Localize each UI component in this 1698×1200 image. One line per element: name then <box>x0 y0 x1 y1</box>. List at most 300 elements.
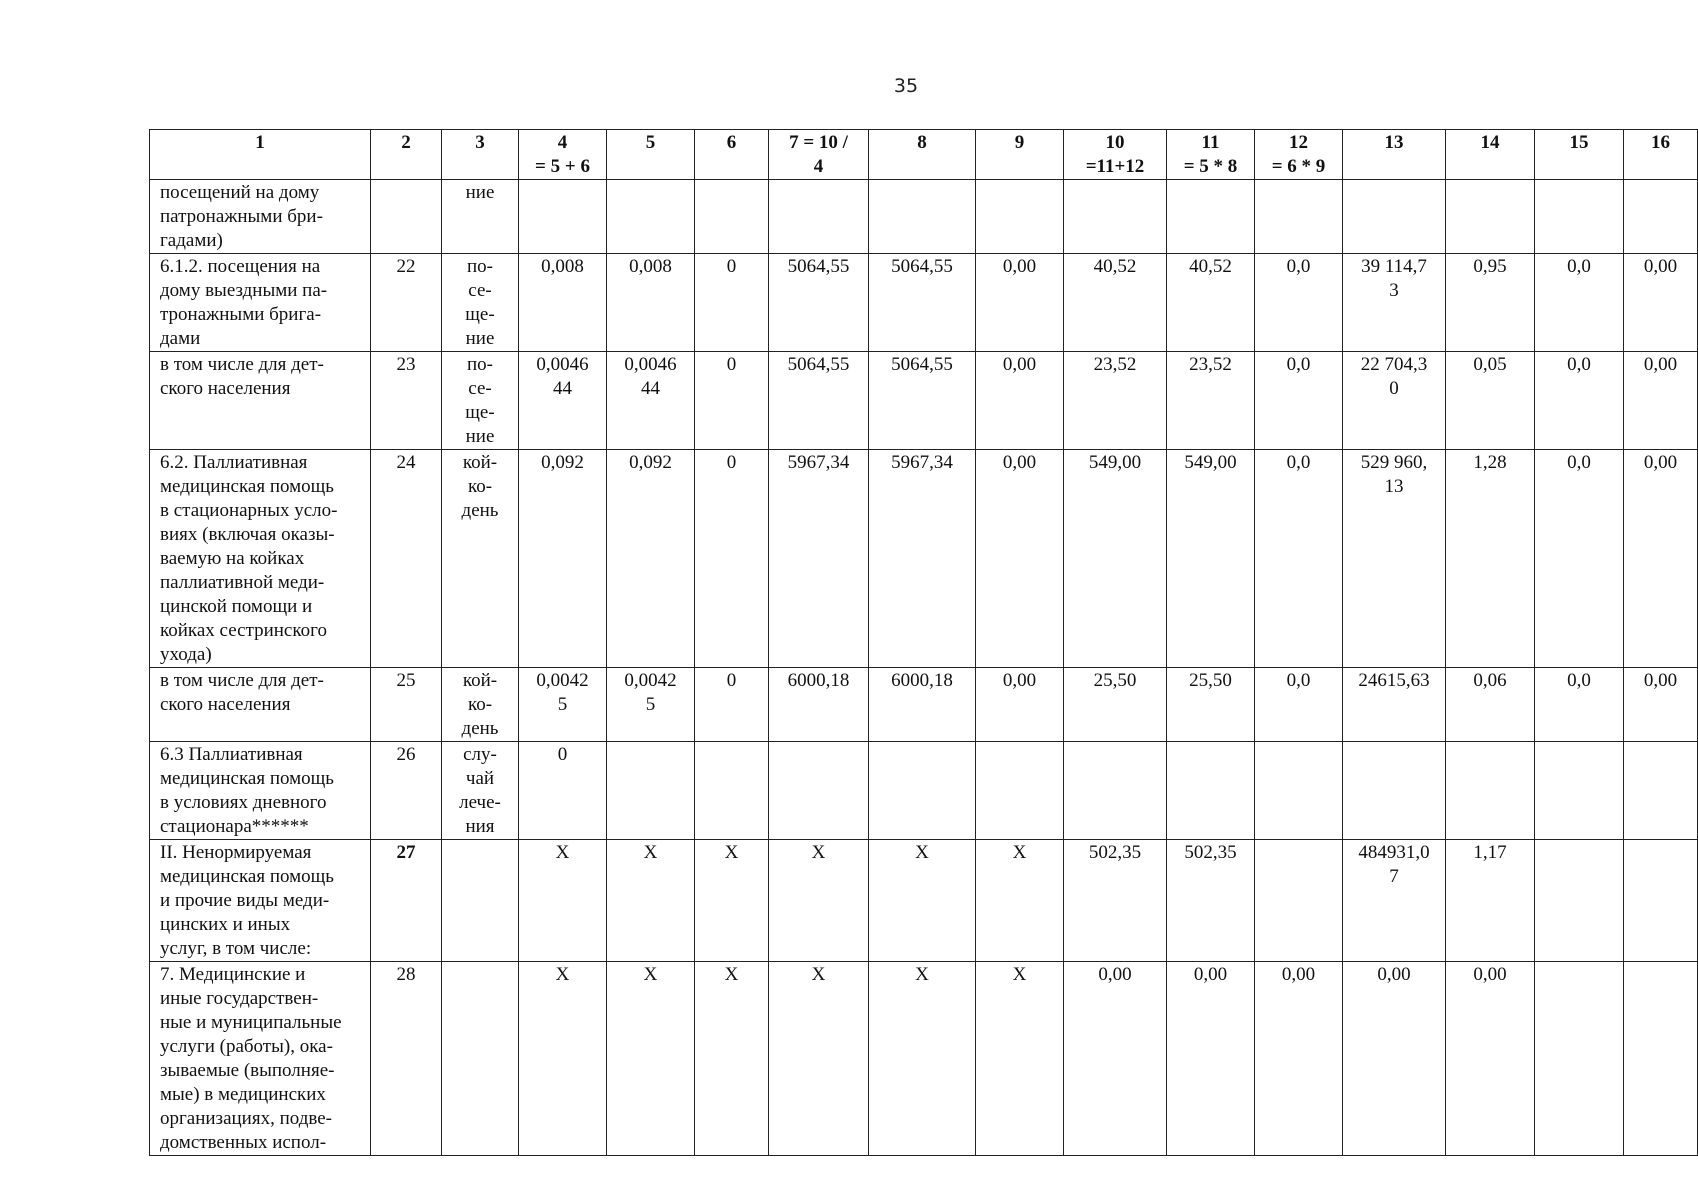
table-row <box>150 840 1698 962</box>
data-cell-col-14 <box>1446 352 1535 450</box>
data-cell-line: 23,52 <box>1093 354 1137 375</box>
data-cell-line: X <box>915 964 929 985</box>
data-cell-line: 7 <box>1389 866 1399 887</box>
data-cell-line: 5967,34 <box>891 452 953 473</box>
data-cell-line: 13 <box>1384 476 1404 497</box>
data-cell-col-8 <box>869 668 976 742</box>
row-name-cell <box>150 180 371 254</box>
row-name-cell <box>150 742 371 840</box>
header-cell-line: 4 <box>557 132 568 153</box>
data-cell-line: 0,092 <box>541 452 584 473</box>
data-cell-col-6 <box>695 450 769 668</box>
data-cell-col-2 <box>371 254 442 352</box>
data-cell-col-4 <box>519 742 607 840</box>
data-cell-col-9 <box>976 450 1064 668</box>
data-cell-col-15 <box>1535 742 1624 840</box>
data-cell-line <box>1169 743 1252 767</box>
header-cell-line: 10 <box>1105 132 1125 153</box>
data-cell-line: 0,06 <box>1473 670 1507 691</box>
data-cell-col-6 <box>695 840 769 962</box>
data-cell-col-12 <box>1255 962 1343 1156</box>
data-cell-line: 0,0 <box>1567 256 1591 277</box>
data-cell-line: X <box>1012 842 1027 863</box>
data-cell-line <box>1537 181 1621 205</box>
data-cell-col-2 <box>371 180 442 254</box>
header-cell-line: 13 <box>1384 132 1404 153</box>
data-cell-col-12 <box>1255 352 1343 450</box>
data-cell-col-5 <box>607 180 695 254</box>
data-cell-col-3 <box>442 352 519 450</box>
data-cell-line: 0 <box>726 354 737 375</box>
data-cell-line: 40,52 <box>1093 256 1137 277</box>
data-cell-col-13 <box>1343 180 1446 254</box>
data-cell-line <box>1257 181 1340 205</box>
data-cell-line: 0,00 <box>1002 670 1037 691</box>
data-cell-line: 28 <box>396 964 416 985</box>
data-cell-line: ко- <box>467 476 493 497</box>
data-cell-col-13 <box>1343 962 1446 1156</box>
data-cell-col-8 <box>869 840 976 962</box>
data-cell-col-16 <box>1624 180 1698 254</box>
data-cell-line: 5 <box>645 694 656 715</box>
data-cell-line <box>978 181 1061 205</box>
data-cell-col-2 <box>371 840 442 962</box>
data-cell-line <box>1537 743 1621 767</box>
data-cell-line: 5 <box>557 694 568 715</box>
data-cell-col-15 <box>1535 450 1624 668</box>
data-cell-col-8 <box>869 450 976 668</box>
data-cell-line: 5064,55 <box>891 354 953 375</box>
data-cell-line <box>1448 743 1532 767</box>
data-cell-col-10 <box>1064 668 1167 742</box>
header-cell-line: 8 <box>917 132 927 153</box>
data-cell-col-10 <box>1064 352 1167 450</box>
data-cell-line: 484931,0 <box>1358 842 1430 863</box>
data-cell-col-10 <box>1064 450 1167 668</box>
data-cell-line <box>978 743 1061 767</box>
row-name-line: 6.2. Паллиативная <box>160 452 308 473</box>
data-cell-line: 1,17 <box>1473 842 1507 863</box>
data-cell-col-2 <box>371 962 442 1156</box>
data-cell-col-11 <box>1167 840 1255 962</box>
data-cell-col-15 <box>1535 668 1624 742</box>
data-cell-col-2 <box>371 450 442 668</box>
table-row <box>150 450 1698 668</box>
data-cell-line <box>1257 841 1340 865</box>
data-cell-line <box>1626 181 1695 205</box>
data-cell-col-9 <box>976 180 1064 254</box>
data-cell-line: 0,0 <box>1286 354 1311 375</box>
data-cell-col-7 <box>769 742 869 840</box>
data-cell-col-14 <box>1446 180 1535 254</box>
data-cell-line: 0,0 <box>1567 670 1591 691</box>
data-cell-line: 25,50 <box>1189 670 1232 691</box>
header-cell-line: 4 <box>813 156 824 177</box>
header-cell-line: = 5 + 6 <box>535 156 590 177</box>
data-cell-col-13 <box>1343 668 1446 742</box>
row-name-line: цинской помощи и <box>160 596 313 617</box>
page-number: 35 <box>893 75 919 97</box>
row-name-line: гадами) <box>160 230 223 251</box>
data-cell-line <box>609 181 692 205</box>
row-name-line: в стационарных усло- <box>160 500 338 521</box>
data-cell-line: 5967,34 <box>787 452 850 473</box>
data-cell-line <box>1345 181 1443 205</box>
data-cell-line: 0,008 <box>541 256 584 277</box>
data-cell-line: 0,00 <box>1002 256 1037 277</box>
data-cell-col-13 <box>1343 450 1446 668</box>
data-cell-col-14 <box>1446 742 1535 840</box>
data-cell-line: 23 <box>396 354 416 375</box>
data-cell-line: 0 <box>726 256 737 277</box>
data-cell-col-4 <box>519 180 607 254</box>
header-cell-col-13 <box>1343 130 1446 180</box>
data-cell-col-14 <box>1446 450 1535 668</box>
data-cell-col-3 <box>442 450 519 668</box>
data-cell-line: 26 <box>396 744 416 765</box>
data-cell-line: 0,092 <box>629 452 672 473</box>
row-name-line: организациях, подве- <box>160 1108 332 1129</box>
data-cell-line: чай <box>465 768 495 789</box>
data-cell-col-7 <box>769 180 869 254</box>
data-cell-col-3 <box>442 962 519 1156</box>
data-cell-col-2 <box>371 352 442 450</box>
data-cell-line: 0,00 <box>1002 354 1037 375</box>
data-cell-col-5 <box>607 668 695 742</box>
header-cell-line: 1 <box>255 132 265 153</box>
data-cell-col-5 <box>607 352 695 450</box>
header-cell-col-4 <box>519 130 607 180</box>
data-cell-line <box>373 181 439 205</box>
data-cell-line: се- <box>468 280 492 301</box>
data-cell-col-3 <box>442 668 519 742</box>
data-cell-col-2 <box>371 668 442 742</box>
data-cell-line: X <box>643 964 658 985</box>
data-cell-line: 0,00 <box>1643 452 1678 473</box>
header-cell-line: 5 <box>645 132 656 153</box>
data-cell-line: ние <box>465 182 495 203</box>
data-cell-col-9 <box>976 352 1064 450</box>
row-name-cell <box>150 352 371 450</box>
data-cell-line: X <box>724 842 739 863</box>
data-cell-line <box>444 841 516 865</box>
data-cell-line <box>771 181 866 205</box>
data-cell-col-6 <box>695 180 769 254</box>
header-cell-col-15 <box>1535 130 1624 180</box>
data-cell-col-7 <box>769 840 869 962</box>
data-cell-line: X <box>555 842 570 863</box>
header-cell-line: 9 <box>1014 132 1025 153</box>
data-cell-line <box>1448 181 1532 205</box>
data-cell-line <box>1626 963 1695 987</box>
row-name-line: и прочие виды меди- <box>160 890 330 911</box>
data-cell-col-16 <box>1624 450 1698 668</box>
data-cell-line: 0,00 <box>1473 964 1507 985</box>
data-cell-line: X <box>811 964 826 985</box>
data-cell-line <box>1257 743 1340 767</box>
table-row <box>150 180 1698 254</box>
data-cell-line: X <box>555 964 570 985</box>
table-header-row <box>150 130 1698 180</box>
data-cell-col-14 <box>1446 840 1535 962</box>
header-cell-col-5 <box>607 130 695 180</box>
header-cell-line: 7 = 10 / <box>789 132 848 153</box>
row-name-line: услуг, в том числе: <box>160 938 312 959</box>
data-cell-line: 0,95 <box>1473 256 1507 277</box>
data-cell-col-7 <box>769 254 869 352</box>
data-cell-line: 27 <box>396 842 416 863</box>
data-cell-col-12 <box>1255 450 1343 668</box>
data-cell-col-15 <box>1535 962 1624 1156</box>
data-cell-line: 0,00 <box>1377 964 1411 985</box>
data-cell-col-6 <box>695 254 769 352</box>
data-cell-line: 1,28 <box>1473 452 1507 473</box>
data-cell-line: 529 960, <box>1360 452 1428 473</box>
data-cell-col-16 <box>1624 254 1698 352</box>
row-name-line: домственных испол- <box>160 1132 327 1153</box>
data-cell-col-9 <box>976 254 1064 352</box>
data-cell-line: ния <box>465 816 495 837</box>
data-cell-col-16 <box>1624 962 1698 1156</box>
data-cell-col-4 <box>519 254 607 352</box>
data-cell-line: 6000,18 <box>787 670 850 691</box>
data-cell-col-8 <box>869 742 976 840</box>
data-cell-col-8 <box>869 180 976 254</box>
row-name-line: ского населения <box>160 694 291 715</box>
table-row <box>150 742 1698 840</box>
data-cell-line: 0,00 <box>1643 354 1678 375</box>
data-cell-col-15 <box>1535 254 1624 352</box>
row-name-line: медицинская помощь <box>160 476 334 497</box>
row-name-line: в том числе для дет- <box>160 354 324 375</box>
data-cell-col-9 <box>976 840 1064 962</box>
data-cell-col-14 <box>1446 962 1535 1156</box>
data-cell-line <box>1066 181 1164 205</box>
row-name-cell <box>150 668 371 742</box>
row-name-line: дами <box>160 328 201 349</box>
header-cell-line: = 6 * 9 <box>1271 156 1326 177</box>
header-cell-line: 11 <box>1201 132 1220 153</box>
data-cell-col-10 <box>1064 254 1167 352</box>
header-cell-line: 15 <box>1569 132 1589 153</box>
header-cell-line: 3 <box>475 132 485 153</box>
data-cell-line <box>1537 841 1621 865</box>
data-cell-col-13 <box>1343 254 1446 352</box>
data-cell-line <box>1626 743 1695 767</box>
data-cell-line: 5064,55 <box>787 354 850 375</box>
data-cell-col-12 <box>1255 668 1343 742</box>
data-cell-line <box>521 181 604 205</box>
data-cell-line <box>609 743 692 767</box>
row-name-line: паллиативной меди- <box>160 572 325 593</box>
row-name-line: посещений на дому <box>160 182 320 203</box>
row-name-line: 6.3 Паллиативная <box>160 744 303 765</box>
header-cell-line: =11+12 <box>1085 156 1145 177</box>
row-name-line: иные государствен- <box>160 988 319 1009</box>
data-cell-line: 5064,55 <box>787 256 850 277</box>
data-cell-col-11 <box>1167 668 1255 742</box>
data-cell-col-10 <box>1064 962 1167 1156</box>
data-cell-line: 549,00 <box>1088 452 1142 473</box>
data-cell-col-9 <box>976 962 1064 1156</box>
data-cell-line: 0,05 <box>1473 354 1507 375</box>
data-cell-line: ние <box>465 328 495 349</box>
data-cell-line: 502,35 <box>1088 842 1142 863</box>
header-cell-col-16 <box>1624 130 1698 180</box>
row-name-line: медицинская помощь <box>160 768 334 789</box>
data-cell-col-12 <box>1255 254 1343 352</box>
row-name-line: 6.1.2. посещения на <box>160 256 321 277</box>
row-name-line: стационара****** <box>160 816 309 837</box>
data-cell-col-2 <box>371 742 442 840</box>
header-cell-line: 2 <box>401 132 411 153</box>
data-cell-col-11 <box>1167 180 1255 254</box>
data-cell-col-13 <box>1343 352 1446 450</box>
data-cell-line <box>1537 963 1621 987</box>
data-cell-line: 0,0 <box>1286 256 1311 277</box>
data-cell-col-8 <box>869 962 976 1156</box>
data-cell-col-11 <box>1167 450 1255 668</box>
data-cell-line: 0,0046 <box>536 354 589 375</box>
data-cell-line: 0,0 <box>1286 452 1311 473</box>
row-name-line: ского населения <box>160 378 291 399</box>
data-cell-col-7 <box>769 962 869 1156</box>
header-cell-col-6 <box>695 130 769 180</box>
data-cell-line: X <box>643 842 658 863</box>
data-cell-col-3 <box>442 840 519 962</box>
row-name-line: в условиях дневного <box>160 792 327 813</box>
header-cell-col-7 <box>769 130 869 180</box>
header-cell-line: 12 <box>1289 132 1308 153</box>
data-cell-line: 502,35 <box>1184 842 1237 863</box>
data-cell-line: 40,52 <box>1189 256 1232 277</box>
data-cell-line <box>444 963 516 987</box>
table-row <box>150 352 1698 450</box>
data-cell-col-4 <box>519 840 607 962</box>
data-cell-col-11 <box>1167 254 1255 352</box>
data-cell-col-10 <box>1064 180 1167 254</box>
data-cell-col-12 <box>1255 742 1343 840</box>
data-cell-line: 22 <box>396 256 416 277</box>
data-cell-line: 0,0 <box>1286 670 1311 691</box>
data-cell-col-6 <box>695 668 769 742</box>
data-cell-line: 549,00 <box>1184 452 1237 473</box>
header-cell-line: 16 <box>1651 132 1670 153</box>
data-cell-line: 22 704,3 <box>1360 354 1428 375</box>
data-cell-line: 0,00 <box>1002 452 1037 473</box>
row-name-line: зываемые (выполняе- <box>160 1060 335 1081</box>
data-cell-col-3 <box>442 254 519 352</box>
data-cell-col-15 <box>1535 840 1624 962</box>
data-cell-col-11 <box>1167 352 1255 450</box>
data-cell-col-15 <box>1535 180 1624 254</box>
data-cell-col-7 <box>769 352 869 450</box>
row-name-line: II. Ненормируемая <box>160 842 312 863</box>
data-cell-line <box>697 181 766 205</box>
data-cell-line: 25 <box>396 670 416 691</box>
data-cell-line <box>1345 743 1443 767</box>
data-cell-line: 0 <box>557 744 568 765</box>
header-cell-line: = 5 * 8 <box>1183 156 1238 177</box>
data-cell-col-4 <box>519 450 607 668</box>
data-cell-col-9 <box>976 742 1064 840</box>
row-name-line: медицинская помощь <box>160 866 334 887</box>
data-cell-line: X <box>915 842 929 863</box>
data-cell-line: 0,00 <box>1098 964 1132 985</box>
header-cell-col-8 <box>869 130 976 180</box>
data-cell-col-8 <box>869 352 976 450</box>
data-cell-col-7 <box>769 668 869 742</box>
data-cell-line: ще- <box>465 402 495 423</box>
data-cell-line <box>871 743 973 767</box>
row-name-line: койках сестринского <box>160 620 327 641</box>
data-cell-line: 0 <box>1389 378 1399 399</box>
header-cell-col-11 <box>1167 130 1255 180</box>
data-cell-line: ние <box>465 426 495 447</box>
header-cell-col-12 <box>1255 130 1343 180</box>
data-cell-line: 0,0042 <box>536 670 589 691</box>
data-cell-col-5 <box>607 962 695 1156</box>
header-cell-col-10 <box>1064 130 1167 180</box>
data-cell-col-12 <box>1255 180 1343 254</box>
data-cell-col-11 <box>1167 742 1255 840</box>
data-cell-line: 0,00 <box>1281 964 1316 985</box>
row-name-line: тронажными брига- <box>160 304 322 325</box>
data-cell-line <box>1626 841 1695 865</box>
row-name-line: мые) в медицинских <box>160 1084 326 1105</box>
data-cell-col-16 <box>1624 668 1698 742</box>
row-name-line: ухода) <box>160 644 212 665</box>
data-cell-col-6 <box>695 962 769 1156</box>
data-cell-col-5 <box>607 840 695 962</box>
header-cell-line: 14 <box>1480 132 1500 153</box>
data-cell-col-10 <box>1064 742 1167 840</box>
header-cell-col-9 <box>976 130 1064 180</box>
data-cell-line <box>697 743 766 767</box>
row-name-line: услуги (работы), ока- <box>160 1036 333 1057</box>
row-name-line: 7. Медицинские и <box>160 964 306 985</box>
data-cell-line: по- <box>467 354 493 375</box>
data-cell-line <box>871 181 973 205</box>
header-cell-col-3 <box>442 130 519 180</box>
data-cell-col-9 <box>976 668 1064 742</box>
data-cell-line: 5064,55 <box>891 256 953 277</box>
row-name-line: ные и муниципальные <box>160 1012 342 1033</box>
data-cell-line: ко- <box>467 694 493 715</box>
data-cell-col-7 <box>769 450 869 668</box>
data-table <box>149 129 1698 1156</box>
header-cell-line: 6 <box>726 132 737 153</box>
data-cell-col-10 <box>1064 840 1167 962</box>
row-name-cell <box>150 450 371 668</box>
row-name-line: виях (включая оказы- <box>160 524 335 545</box>
row-name-line: в том числе для дет- <box>160 670 324 691</box>
data-cell-line: 0,0046 <box>624 354 677 375</box>
data-cell-line: се- <box>468 378 492 399</box>
data-cell-line: 0 <box>726 670 737 691</box>
data-cell-line: X <box>1012 964 1027 985</box>
data-cell-col-5 <box>607 254 695 352</box>
row-name-cell <box>150 840 371 962</box>
row-name-line: цинских и иных <box>160 914 291 935</box>
data-cell-line: ще- <box>465 304 495 325</box>
row-name-line: патронажными бри- <box>160 206 323 227</box>
data-cell-line: 0,00 <box>1643 256 1678 277</box>
data-cell-line: 0,0 <box>1567 354 1591 375</box>
data-cell-col-5 <box>607 742 695 840</box>
header-cell-col-14 <box>1446 130 1535 180</box>
data-cell-line: 0 <box>726 452 737 473</box>
